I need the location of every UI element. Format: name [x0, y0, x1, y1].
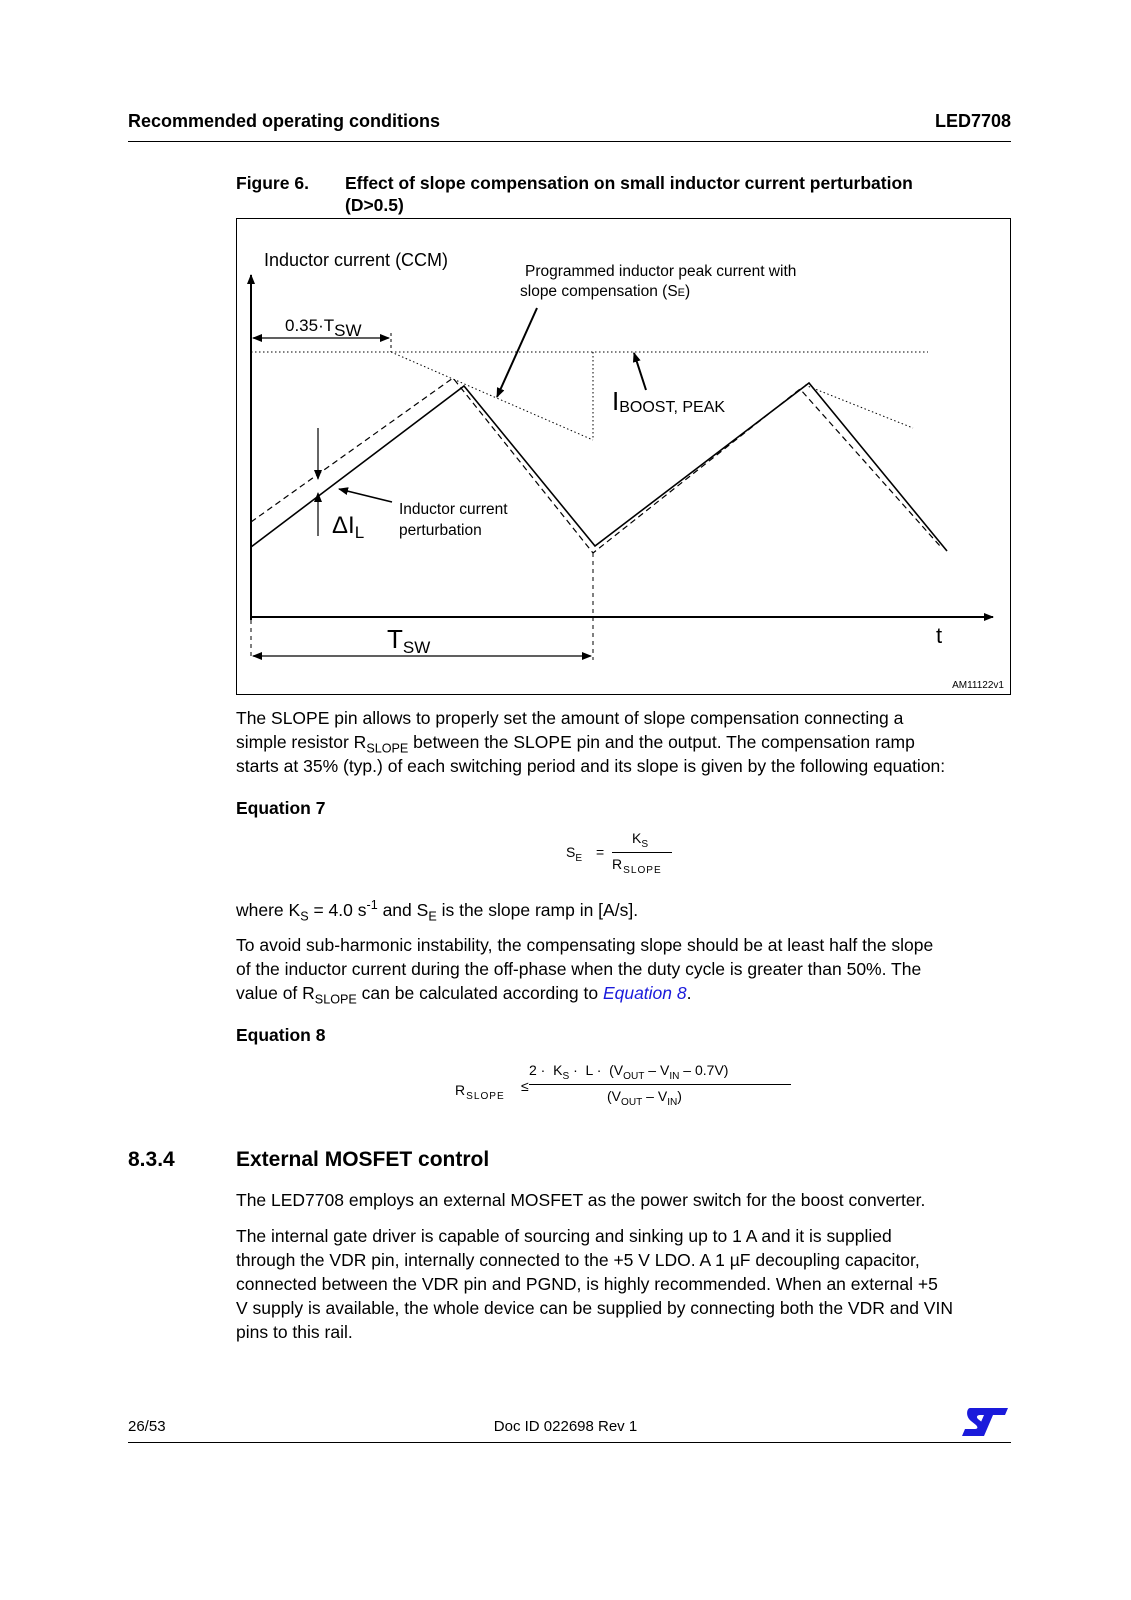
running-header-part: LED7708	[934, 111, 1011, 131]
section-number: 8.3.4	[128, 1148, 175, 1171]
perturbation-pointer	[339, 489, 392, 502]
page-number: 26/53	[128, 1418, 166, 1435]
section-title: External MOSFET control	[236, 1148, 490, 1171]
eq8-lhs: $R_{SLOPE}$	[455, 1082, 505, 1102]
eq8-fraction-bar	[529, 1084, 791, 1085]
time-axis-label: t	[936, 623, 943, 648]
eq7-numerator: $K_S$	[632, 830, 649, 850]
where-line: where $K_S = 4.0$ $s^{-1}$ and $S_E$ is the slope ramp in [A/s].	[236, 898, 639, 924]
paragraph-mosfet: The LED7708 employs an external MOSFET as the power switch for the boost converter.	[236, 1190, 926, 1210]
delta-il-label: $\Delta I_L$	[332, 512, 365, 542]
eq8-denominator: $(V_{OUT} - V_{IN})$	[607, 1088, 682, 1108]
paragraph-subharmonic: To avoid sub-harmonic instability, the compensating slope should be at least half the slope of the inductor current during the off-phase when the duty cycle is greater than 50%. The value of $R_{SLOPE}$ can be calculated according to Equation 8.	[236, 935, 934, 1007]
inductor-current-diagram	[0, 0, 1131, 700]
programmed-peak-label-line2: slope compensation (SE)	[520, 283, 691, 300]
perturbation-label-line2: perturbation	[399, 522, 482, 539]
figure-title-line2: (D>0.5)	[345, 195, 404, 215]
figure-number: Figure 6.	[236, 173, 309, 193]
equation-8-label: Equation 8	[236, 1025, 326, 1045]
tsw-label: TSW	[387, 624, 431, 657]
doc-id: Doc ID 022698 Rev 1	[493, 1418, 638, 1435]
paragraph-gate-driver: The internal gate driver is capable of sourcing and sinking up to 1 A and it is supplied through the VDR pin, internally connected to the +5 V LDO. A 1 µF decoupling capacitor, connected between the VDR pin and PGND, is highly recommended. When an external +5 V supply is available, the whole device can be supplied by connecting both the VDR and VIN pins to this rail.	[236, 1226, 953, 1342]
eq7-fraction-bar	[612, 852, 672, 853]
figure-code: AM11122v1	[952, 680, 1004, 691]
offset-label: 0.35·TSW	[285, 316, 362, 340]
eq8-operator: ≤	[521, 1078, 529, 1094]
eq8-numerator: $2 \cdot K_S \cdot L \cdot (V_{OUT} - V_{IN} - 0.7V)$	[529, 1062, 729, 1082]
st-logo-icon	[962, 1408, 1008, 1436]
equation-8-link[interactable]: Equation 8	[602, 983, 687, 1003]
paragraph-slope-pin: The SLOPE pin allows to properly set the amount of slope compensation connecting a simple resistor $R_{SLOPE}$ between the SLOPE pin and the output. The compensation ramp starts at 35% (typ.) of each switching period and its slope is given by the following equation:	[236, 708, 946, 776]
eq7-equals: =	[596, 844, 605, 860]
programmed-peak-label-line1: Programmed inductor peak current with	[525, 263, 797, 280]
running-header-section: Recommended operating conditions	[128, 111, 441, 131]
iboost-peak-pointer	[634, 353, 646, 390]
eq7-denominator: $R_{SLOPE}$	[612, 856, 662, 876]
equation-7-label: Equation 7	[236, 798, 326, 818]
eq7-lhs: $S_E$	[566, 844, 583, 864]
iboost-peak-label: IBOOST, PEAK	[612, 386, 726, 416]
equation-8	[455, 1062, 795, 1112]
perturbation-label-line1: Inductor current	[399, 501, 508, 518]
st-logo	[960, 1406, 1010, 1438]
footer-rule	[128, 1442, 1011, 1443]
y-axis-label: Inductor current (CCM)	[264, 250, 449, 270]
slope-comp-ramp-2	[805, 385, 913, 428]
figure-title-line1: Effect of slope compensation on small inductor current perturbation	[345, 173, 913, 193]
